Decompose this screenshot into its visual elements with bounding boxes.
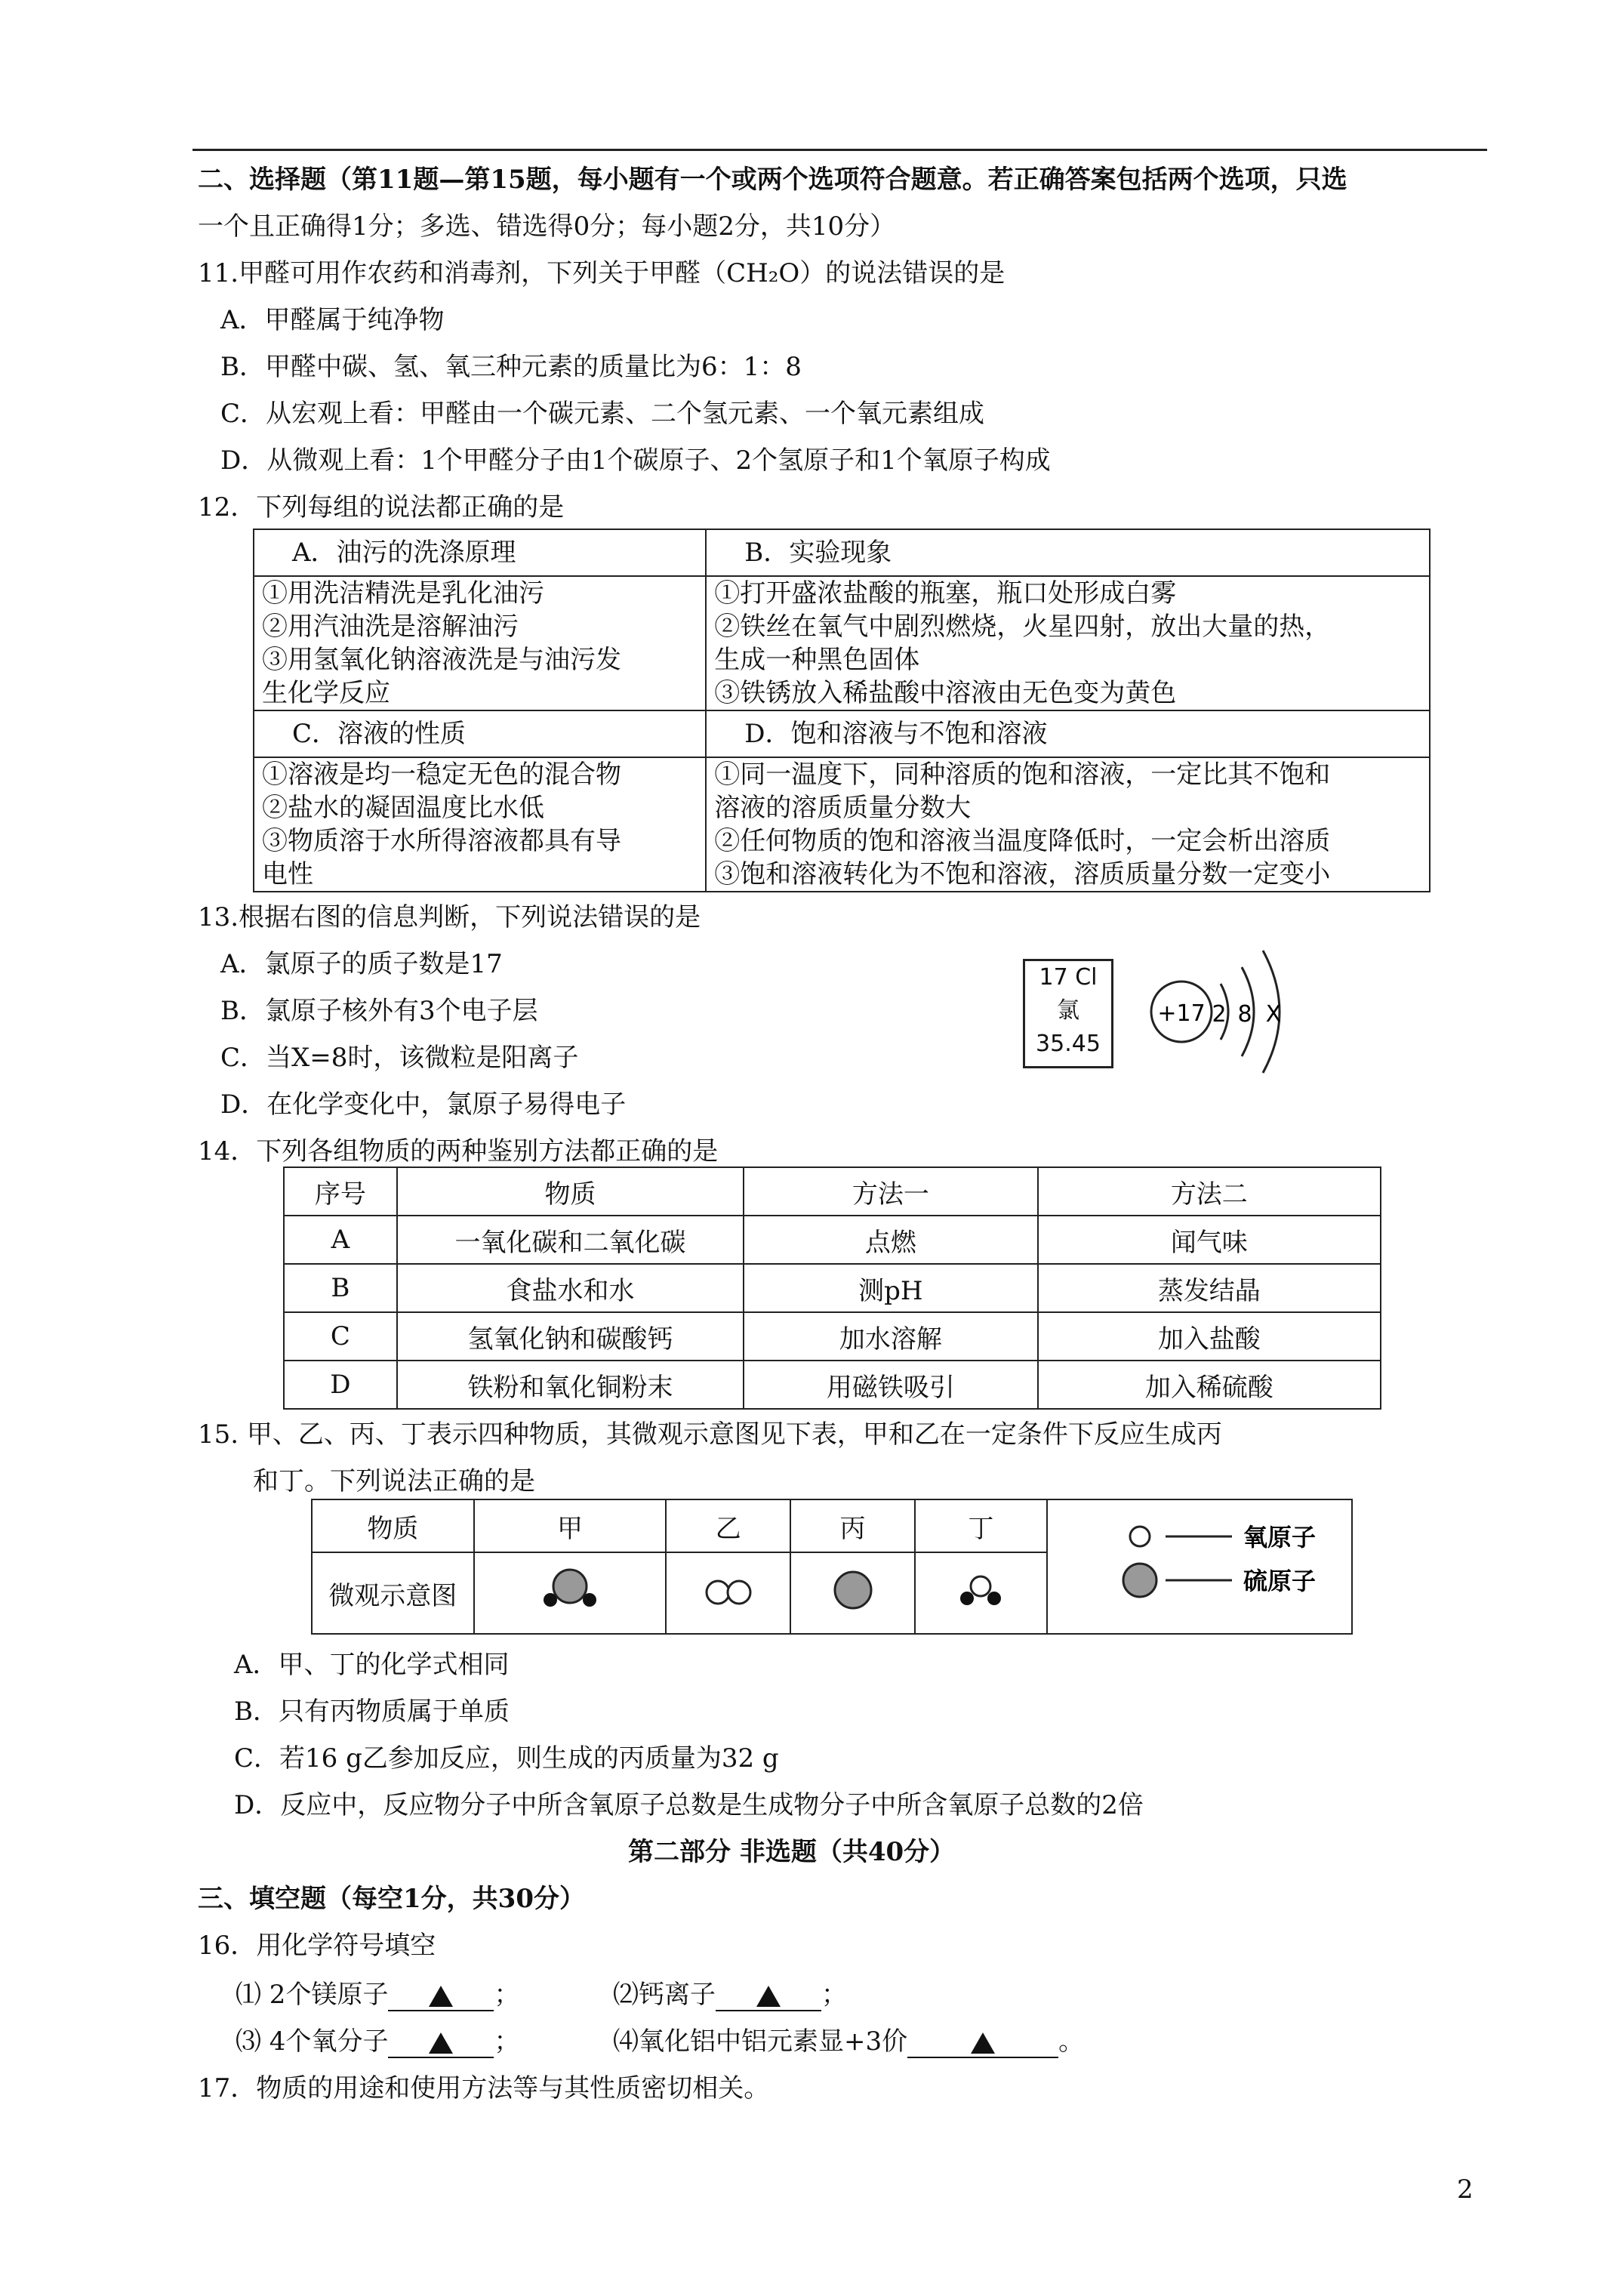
sulfur-atom-icon [1123, 1564, 1156, 1597]
q13-option-b: B．氯原子核外有3个电子层 [220, 996, 538, 1026]
q12-a-line: ③用氢氧化钠溶液洗是与油污发 [262, 645, 621, 675]
q13-option-d: D．在化学变化中，氯原子易得电子 [220, 1089, 627, 1120]
chlorine-atom-structure-diagram [1144, 940, 1325, 1076]
q14-cell: C [284, 1312, 397, 1361]
semicolon: ； [494, 2026, 520, 2057]
q14-cell: 加入盐酸 [1038, 1312, 1381, 1361]
q16-item-3 [236, 2026, 519, 2058]
table-row [284, 1312, 1381, 1361]
q14-cell: B [284, 1264, 397, 1312]
q11-option-b: B．甲醛中碳、氢、氧三种元素的质量比为6：1：8 [220, 352, 802, 382]
bing-molecule-icon [823, 1564, 883, 1616]
q14-header: 方法二 [1038, 1167, 1381, 1216]
q14-header: 序号 [284, 1167, 397, 1216]
q12-b-line: 生成一种黑色固体 [714, 645, 920, 675]
q14-cell: 食盐水和水 [397, 1264, 744, 1312]
section3-title [198, 1884, 585, 1914]
part2-title: 第二部分 非选题（共40分） [628, 1837, 956, 1867]
atom-legend [1051, 1499, 1353, 1635]
q16-item-4 [613, 2026, 1084, 2058]
q14-cell: 闻气味 [1038, 1216, 1381, 1264]
element-name: 氯 [1057, 997, 1079, 1024]
q11-option-c: C．从宏观上看：甲醛由一个碳元素、二个氢元素、一个氧元素组成 [220, 399, 985, 429]
top-rule [192, 149, 1487, 151]
q15-ding-molecule [915, 1552, 1047, 1634]
q16-item-1-label: ⑴ 2个镁原子 [236, 1980, 389, 2010]
q15-stem-line2: 和丁。下列说法正确的是 [253, 1466, 535, 1496]
answer-blank[interactable] [388, 1980, 494, 2011]
yi-molecule-icon [698, 1564, 759, 1616]
q12-stem: 12．下列每组的说法都正确的是 [198, 492, 565, 522]
q15-option-b: B．只有丙物质属于单质 [234, 1697, 510, 1727]
q14-cell: 氢氧化钠和碳酸钙 [397, 1312, 744, 1361]
shell-3-electrons: X [1265, 1001, 1282, 1028]
q15-option-d: D．反应中，反应物分子中所含氧原子总数是生成物分子中所含氧原子总数的2倍 [234, 1790, 1144, 1820]
q15-cell: 甲 [474, 1499, 667, 1552]
q14-header: 物质 [397, 1167, 744, 1216]
q12-b-line: ①打开盛浓盐酸的瓶塞，瓶口处形成白雾 [714, 578, 1177, 609]
q12-a-body [254, 576, 706, 710]
q14-table [283, 1166, 1381, 1410]
table-row [284, 1361, 1381, 1409]
q12-b-line: ③铁锈放入稀盐酸中溶液由无色变为黄色 [714, 678, 1177, 708]
q12-b-head: B．实验现象 [706, 529, 1430, 576]
q14-header: 方法一 [744, 1167, 1037, 1216]
q14-header-row [284, 1167, 1381, 1216]
q14-cell: 测pH [744, 1264, 1037, 1312]
q14-cell: 加水溶解 [744, 1312, 1037, 1361]
q14-cell: 一氧化碳和二氧化碳 [397, 1216, 744, 1264]
q14-cell: 铁粉和氧化铜粉末 [397, 1361, 744, 1409]
q15-stem-line1: 15. 甲、乙、丙、丁表示四种物质，其微观示意图见下表，甲和乙在一定条件下反应生成丙 [198, 1419, 1222, 1450]
q16-item-4-label: ⑷氧化铝中铝元素显+3价 [613, 2026, 908, 2057]
section2-line1: 二、选择题（第11题—第15题，每小题有一个或两个选项符合题意。若正确答案包括两个选项，只选 [198, 165, 1347, 195]
q12-b-body [706, 576, 1430, 710]
q12-table [253, 529, 1431, 892]
q11-option-d: D．从微观上看：1个甲醛分子由1个碳原子、2个氢原子和1个氧原子构成 [220, 445, 1051, 476]
q12-d-line: ②任何物质的饱和溶液当温度降低时，一定会析出溶质 [714, 826, 1331, 856]
q15-cell: 乙 [666, 1499, 790, 1552]
table-row [284, 1216, 1381, 1264]
q12-d-line: 溶液的溶质质量分数大 [714, 793, 972, 823]
q12-d-head: D．饱和溶液与不饱和溶液 [706, 710, 1430, 757]
oxygen-atom-icon [1130, 1527, 1150, 1546]
q13-stem: 13.根据右图的信息判断，下列说法错误的是 [198, 902, 701, 932]
q12-c-line: ③物质溶于水所得溶液都具有导 [262, 826, 621, 856]
q15-cell: 丁 [915, 1499, 1047, 1552]
triangle-marker-icon [429, 1986, 453, 2007]
ding-molecule-icon [950, 1564, 1011, 1616]
q12-d-line: ③饱和溶液转化为不饱和溶液，溶质质量分数一定变小 [714, 859, 1331, 889]
q12-c-head: C．溶液的性质 [254, 710, 706, 757]
q12-d-line: ①同一温度下，同种溶质的饱和溶液，一定比其不饱和 [714, 760, 1331, 790]
element-number-symbol: 17 Cl [1039, 964, 1098, 991]
q15-bing-molecule [790, 1552, 915, 1634]
answer-blank[interactable] [907, 2026, 1058, 2058]
q15-cell: 丙 [790, 1499, 915, 1552]
q14-stem: 14．下列各组物质的两种鉴别方法都正确的是 [198, 1136, 719, 1166]
q15-option-a: A．甲、丁的化学式相同 [234, 1650, 510, 1680]
q14-cell: A [284, 1216, 397, 1264]
q16-stem: 16．用化学符号填空 [198, 1931, 436, 1961]
q15-yi-molecule [666, 1552, 790, 1634]
q12-a-line: 生化学反应 [262, 678, 390, 708]
q12-c-line: ①溶液是均一稳定无色的混合物 [262, 760, 621, 790]
q15-cell: 物质 [312, 1499, 474, 1552]
shell-1-electrons: 2 [1212, 1001, 1227, 1028]
q16-item-1 [236, 1980, 519, 2011]
triangle-marker-icon [971, 2032, 995, 2054]
q17-stem: 17．物质的用途和使用方法等与其性质密切相关。 [198, 2073, 770, 2103]
chlorine-element-box [1023, 959, 1113, 1068]
period: 。 [1058, 2026, 1085, 2057]
q14-cell: 用磁铁吸引 [744, 1361, 1037, 1409]
triangle-marker-icon [429, 2032, 453, 2054]
q12-a-line: ②用汽油洗是溶解油污 [262, 612, 519, 642]
q12-c-body [254, 757, 706, 892]
shell-2-electrons: 8 [1237, 1001, 1252, 1028]
q12-a-line: ①用洗洁精洗是乳化油污 [262, 578, 544, 609]
semicolon: ； [821, 1980, 847, 2010]
q11-option-a: A．甲醛属于纯净物 [220, 305, 445, 335]
q12-c-line: ②盐水的凝固温度比水低 [262, 793, 544, 823]
q14-cell: 蒸发结晶 [1038, 1264, 1381, 1312]
nucleus-charge: +17 [1157, 1000, 1206, 1027]
q14-cell: D [284, 1361, 397, 1409]
jia-molecule-icon [540, 1564, 600, 1616]
page-number: 2 [1457, 2174, 1474, 2205]
q16-item-2-label: ⑵钙离子 [613, 1980, 716, 2010]
answer-blank[interactable] [716, 1980, 821, 2011]
element-mass: 35.45 [1036, 1031, 1101, 1057]
q11-stem: 11.甲醛可用作农药和消毒剂，下列关于甲醛（CH₂O）的说法错误的是 [198, 258, 1006, 288]
q15-jia-molecule [474, 1552, 667, 1634]
q12-b-line: ②铁丝在氧气中剧烈燃烧，火星四射，放出大量的热， [714, 612, 1331, 642]
q12-d-body [706, 757, 1430, 892]
q16-item-2 [613, 1980, 847, 2011]
q16-item-3-label: ⑶ 4个氧分子 [236, 2026, 389, 2057]
section2-line2: 一个且正确得1分；多选、错选得0分；每小题2分，共10分） [198, 211, 896, 242]
semicolon: ； [494, 1980, 520, 2010]
q14-cell: 加入稀硫酸 [1038, 1361, 1381, 1409]
q15-cell: 微观示意图 [312, 1552, 474, 1634]
q13-option-c: C．当X=8时，该微粒是阳离子 [220, 1043, 579, 1073]
q12-c-line: 电性 [262, 859, 313, 889]
q13-option-a: A．氯原子的质子数是17 [220, 949, 503, 979]
sulfur-atom-label: 硫原子 [1243, 1567, 1317, 1595]
triangle-marker-icon [756, 1986, 781, 2007]
oxygen-atom-label: 氧原子 [1243, 1523, 1317, 1552]
q12-a-head: A．油污的洗涤原理 [254, 529, 706, 576]
q14-cell: 点燃 [744, 1216, 1037, 1264]
section3-title-text: 三、填空题（每空1分，共30分） [198, 1884, 585, 1914]
q15-option-c: C．若16 g乙参加反应，则生成的丙质量为32 g [234, 1743, 779, 1774]
table-row [284, 1264, 1381, 1312]
answer-blank[interactable] [388, 2026, 494, 2058]
